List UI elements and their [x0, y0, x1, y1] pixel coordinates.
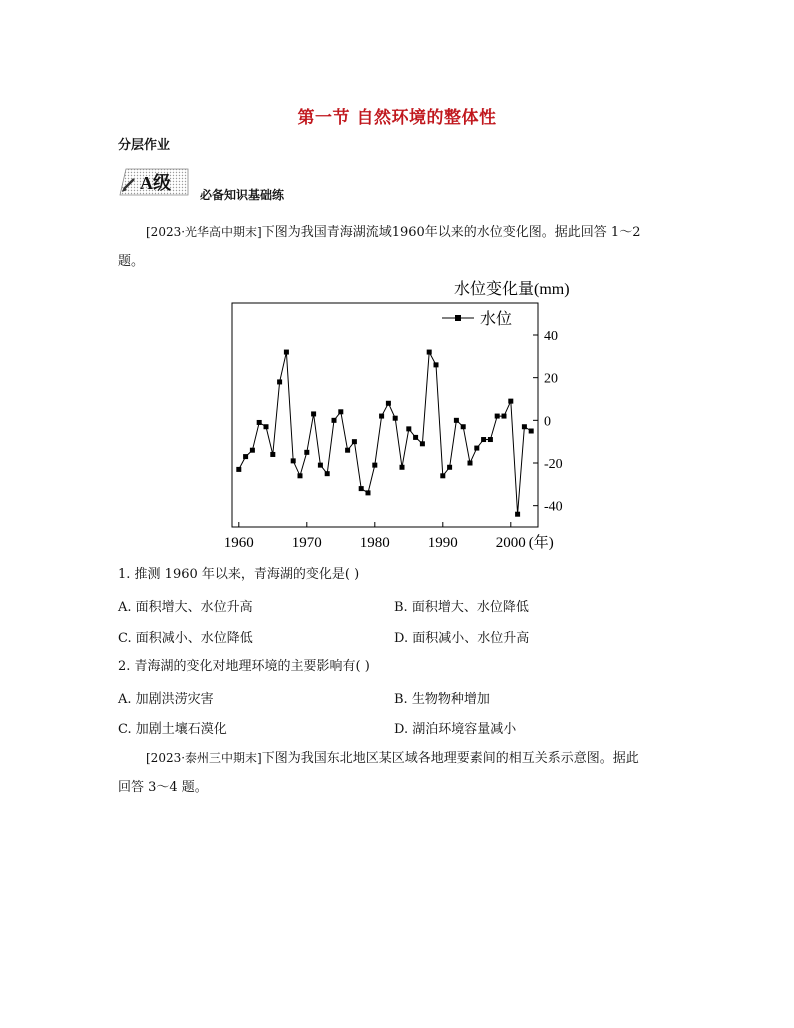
point-1992	[454, 418, 459, 423]
legend-label: 水位	[480, 311, 513, 328]
point-2002	[522, 424, 527, 429]
point-1977	[352, 439, 357, 444]
x-tick-label-3: 1990	[427, 535, 458, 551]
water-level-chart	[214, 276, 584, 562]
point-1969	[298, 473, 303, 478]
point-1976	[345, 448, 350, 453]
point-1960	[236, 467, 241, 472]
point-1996	[481, 437, 486, 442]
intro1-line2: 题。	[118, 254, 145, 269]
q2-option-a[interactable]: A. 加剧洪涝灾害	[118, 692, 214, 707]
point-1984	[400, 465, 405, 470]
q1-option-c[interactable]: C. 面积减小、水位降低	[118, 631, 253, 646]
point-1982	[386, 401, 391, 406]
point-1968	[291, 458, 296, 463]
point-1962	[250, 448, 255, 453]
q1-option-a[interactable]: A. 面积增大、水位升高	[118, 600, 253, 615]
point-1978	[359, 486, 364, 491]
point-1987	[420, 441, 425, 446]
point-1985	[406, 426, 411, 431]
intro2-line2: 回答 3～4 题。	[118, 780, 208, 795]
point-1997	[488, 437, 493, 442]
point-1989	[434, 362, 439, 367]
intro2-line1	[146, 748, 639, 769]
plot-frame	[232, 303, 538, 527]
point-1979	[366, 490, 371, 495]
y-tick-label-4: -40	[544, 499, 563, 515]
point-1963	[257, 420, 262, 425]
point-1994	[468, 461, 473, 466]
q2-option-c[interactable]: C. 加剧土壤石漠化	[118, 722, 227, 737]
legend	[442, 310, 512, 328]
intro1-source: [2023·光华高中期末]	[146, 225, 262, 239]
point-1973	[325, 471, 330, 476]
point-2000	[508, 399, 513, 404]
point-2001	[515, 512, 520, 517]
intro1-text: 下图为我国青海湖流域1960年以来的水位变化图。据此回答 1～2	[261, 225, 641, 240]
section-label: 分层作业	[118, 138, 171, 153]
point-1967	[284, 350, 289, 355]
badge-text: A级	[140, 173, 171, 193]
point-1991	[447, 465, 452, 470]
intro1-line1	[146, 222, 640, 243]
point-1995	[474, 446, 479, 451]
point-1972	[318, 463, 323, 468]
x-tick-label-4: 2000	[495, 535, 526, 551]
point-1971	[311, 411, 316, 416]
y-axis-label: 水位变化量(mm)	[454, 281, 570, 298]
x-tick-label-0: 1960	[223, 535, 254, 551]
y-tick-label-3: -20	[544, 457, 563, 472]
point-1970	[304, 450, 309, 455]
point-1965	[270, 452, 275, 457]
point-1983	[393, 416, 398, 421]
x-tick-label-2: 1980	[359, 535, 390, 551]
point-1981	[379, 414, 384, 419]
point-1988	[427, 350, 432, 355]
badge-label: 必备知识基础练	[200, 188, 285, 202]
intro2-source: [2023·泰州三中期末]	[146, 751, 262, 765]
point-1974	[332, 418, 337, 423]
q1-option-d[interactable]: D. 面积减小、水位升高	[394, 631, 530, 646]
point-1964	[264, 424, 269, 429]
point-1990	[440, 473, 445, 478]
point-1993	[461, 424, 466, 429]
point-1961	[243, 454, 248, 459]
series-line-water-level	[239, 352, 531, 514]
q1-option-b[interactable]: B. 面积增大、水位降低	[394, 600, 529, 615]
intro2-text: 下图为我国东北地区某区域各地理要素间的相互关系示意图。据此	[261, 751, 639, 766]
point-1999	[502, 414, 507, 419]
level-badge	[118, 165, 190, 197]
q2-stem: 2. 青海湖的变化对地理环境的主要影响有( )	[118, 659, 370, 674]
point-1986	[413, 435, 418, 440]
q2-option-d[interactable]: D. 湖泊环境容量减小	[394, 722, 517, 737]
point-1966	[277, 379, 282, 384]
x-axis-unit: (年)	[528, 535, 554, 551]
point-1998	[495, 414, 500, 419]
point-1975	[338, 409, 343, 414]
page-title: 第一节 自然环境的整体性	[297, 108, 497, 128]
y-tick-label-2: 0	[544, 414, 551, 430]
q1-stem: 1. 推测 1960 年以来，青海湖的变化是( )	[118, 567, 360, 582]
x-tick-label-1: 1970	[291, 535, 322, 551]
y-tick-label-0: 40	[544, 329, 558, 344]
y-tick-label-1: 20	[544, 371, 558, 387]
point-2003	[529, 429, 534, 434]
q2-option-b[interactable]: B. 生物物种增加	[394, 692, 490, 707]
point-1980	[372, 463, 377, 468]
